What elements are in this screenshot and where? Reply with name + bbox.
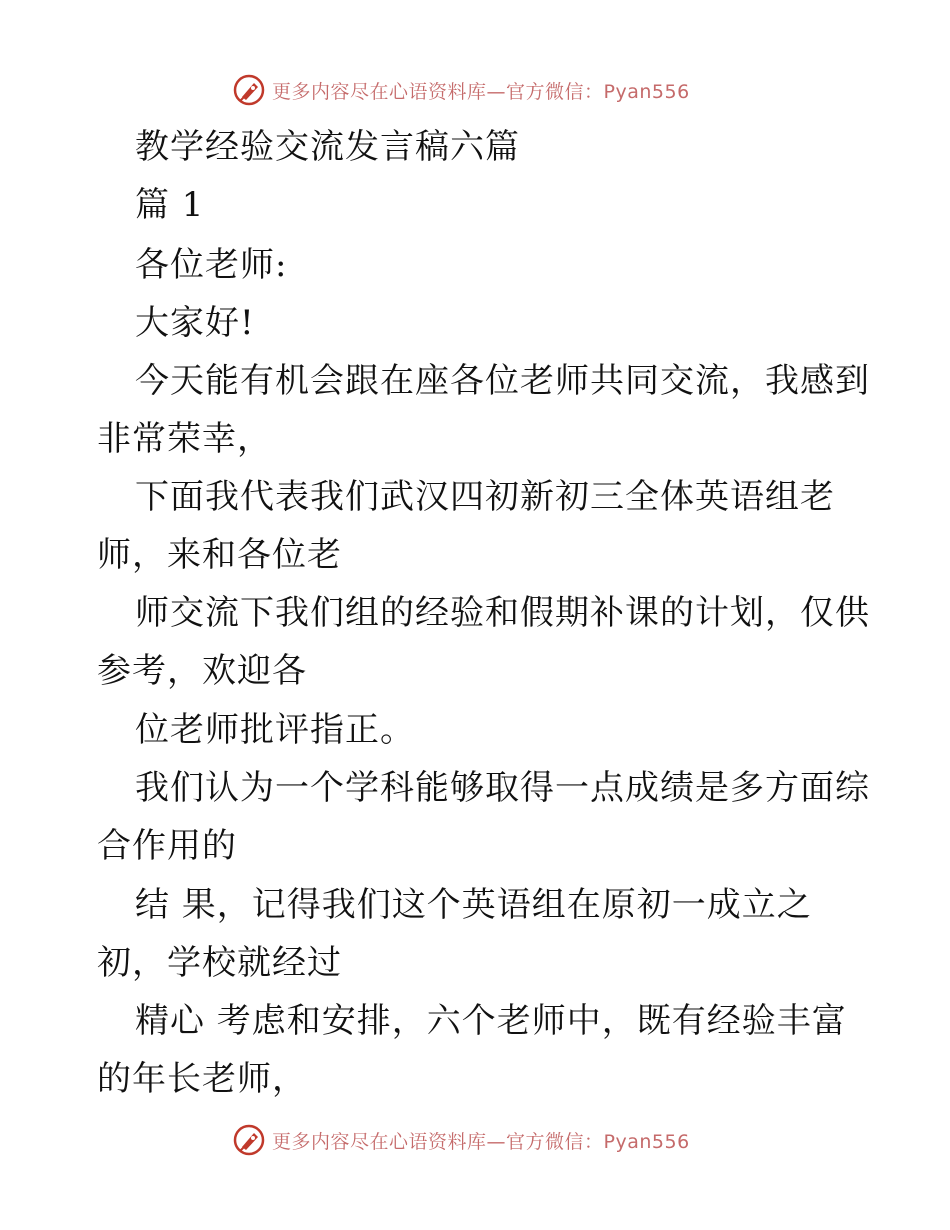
pen-nib-logo-icon [232,1123,266,1157]
paragraph-line: 师交流下我们组的经验和假期补课的计划，仅供 [135,593,870,633]
section-heading: 篇 1 [135,185,205,225]
header-banner-text: 更多内容尽在心语资料库—官方微信：Pyan556 [272,80,690,103]
paragraph-line: 精心 考虑和安排，六个老师中，既有经验丰富 [135,1001,847,1041]
paragraph-line: 我们认为一个学科能够取得一点成绩是多方面综 [135,768,870,808]
footer-banner-text: 更多内容尽在心语资料库—官方微信：Pyan556 [272,1130,690,1153]
paragraph-line: 位老师批评指正。 [135,710,415,750]
paragraph-line: 结 果，记得我们这个英语组在原初一成立之 [135,885,812,925]
paragraph-line: 师，来和各位老 [97,535,342,575]
paragraph-line: 今天能有机会跟在座各位老师共同交流，我感到 [135,361,870,401]
greeting: 各位老师: [135,245,288,285]
header-banner [232,72,690,108]
footer-banner [232,1122,690,1158]
paragraph-line: 参考，欢迎各 [97,651,307,691]
paragraph-line: 初，学校就经过 [97,943,342,983]
paragraph-line: 合作用的 [97,826,237,866]
pen-nib-logo-icon [232,73,266,107]
salutation: 大家好! [135,303,255,343]
document-title: 教学经验交流发言稿六篇 [135,127,520,167]
paragraph-line: 下面我代表我们武汉四初新初三全体英语组老 [135,477,835,517]
paragraph-line: 的年长老师， [97,1059,307,1099]
paragraph-line: 非常荣幸， [97,419,272,459]
